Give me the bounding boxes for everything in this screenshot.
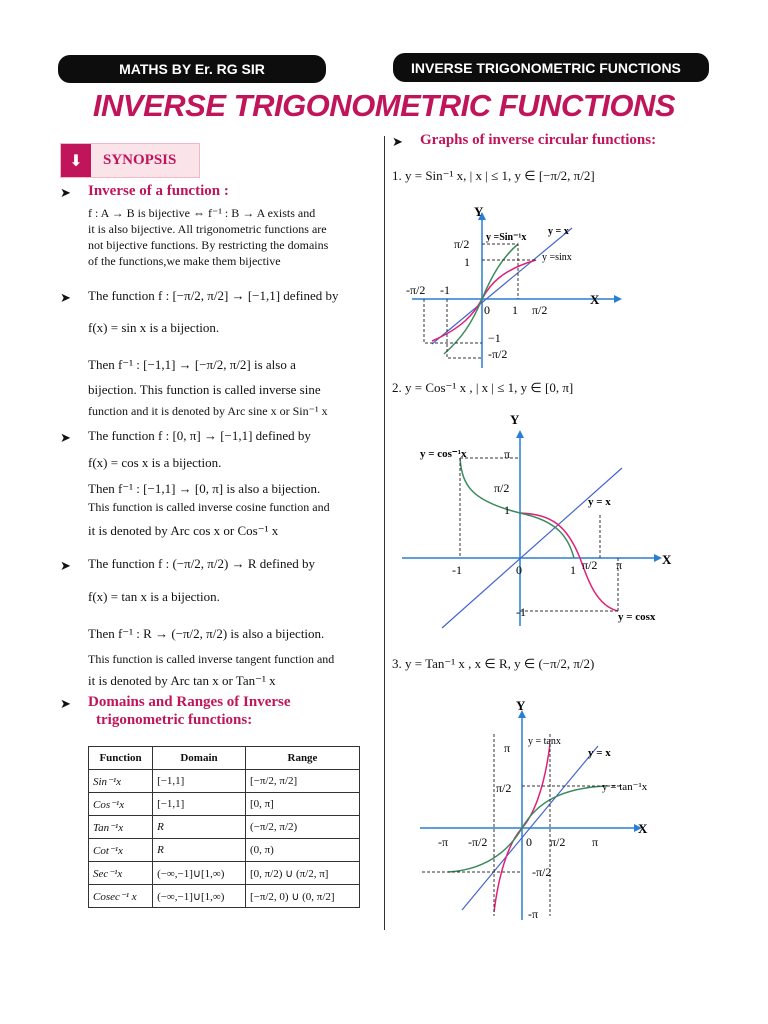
table-cell: Tan⁻¹x [89, 816, 153, 839]
table-cell: [0, π] [245, 793, 359, 816]
y-label: Y [474, 204, 484, 219]
bullet-arrow-icon: ➤ [60, 696, 71, 711]
y-label: Y [516, 698, 526, 713]
graph1-caption: 1. y = Sin⁻¹ x, | x | ≤ 1, y ∈ [−π/2, π/2] [392, 168, 595, 183]
table-row [89, 862, 360, 885]
page-title: INVERSE TRIGONOMETRIC FUNCTIONS [92, 88, 676, 123]
graph-cos-inverse [392, 406, 692, 630]
topic-badge: INVERSE TRIGONOMETRIC FUNCTIONS [393, 53, 709, 82]
synopsis-label: SYNOPSIS [103, 152, 177, 168]
table-cell: [−π/2, 0) ∪ (0, π/2] [245, 885, 359, 908]
tick-pi2-x: π/2 [582, 558, 598, 572]
graph-sin-inverse [392, 198, 632, 370]
inverse-line-3: not bijective functions. By restricting the domains [88, 238, 329, 252]
table-cell: [−π/2, π/2] [245, 770, 359, 793]
tick-pi2: π/2 [496, 781, 512, 795]
cos-line-3: Then f⁻¹ : [−1,1] → [0, π] is also a bijection. [88, 481, 321, 496]
tick-neg1-y: −1 [488, 331, 501, 345]
bullet-arrow-icon: ➤ [60, 185, 71, 200]
cos-line-4: This function is called inverse cosine function and [88, 500, 330, 514]
graph-tan-inverse [392, 694, 692, 924]
table-header: Domain [153, 747, 246, 770]
sin-line-1: The function f : [−π/2, π/2] → [−1,1] defined by [88, 288, 339, 303]
tan-line-4: This function is called inverse tangent function and [88, 652, 335, 666]
tick-1: 1 [504, 503, 510, 517]
x-axis-arrow-icon [654, 554, 662, 562]
tick-neg1-y: -1 [516, 605, 526, 619]
tick-neg-pi: -π [438, 835, 449, 849]
line-y-eq-x [442, 468, 622, 628]
sin-line-3: Then f⁻¹ : [−1,1] → [−π/2, π/2] is also a [88, 357, 296, 372]
label-asin: y =Sin⁻¹x [486, 232, 527, 243]
tick-pi2: π/2 [454, 237, 470, 251]
table-row [89, 793, 360, 816]
curve-acos [460, 458, 574, 558]
tick-zero: 0 [526, 835, 532, 849]
graph3-caption: 3. y = Tan⁻¹ x , x ∈ R, y ∈ (−π/2, π/2) [392, 656, 595, 671]
tick-neg-pi2: -π/2 [406, 283, 426, 297]
tick-zero: 0 [516, 563, 522, 577]
sin-line-2: f(x) = sin x is a bijection. [88, 320, 220, 335]
table-cell: Cot⁻¹x [89, 839, 153, 862]
tick-1-x: 1 [570, 563, 576, 577]
table-cell: [−1,1] [153, 770, 246, 793]
cos-line-2: f(x) = cos x is a bijection. [88, 455, 222, 470]
table-cell: [−1,1] [153, 793, 246, 816]
label-sinx: y =sinx [542, 252, 572, 263]
tick-neg-pi2-y: -π/2 [488, 347, 508, 361]
label-y-eq-x: y = x [548, 226, 569, 237]
x-label: X [638, 821, 648, 836]
cos-line-5: it is denoted by Arc cos x or Cos⁻¹ x [88, 523, 279, 538]
graph2-caption: 2. y = Cos⁻¹ x , | x | ≤ 1, y ∈ [0, π] [392, 380, 574, 395]
table-cell: (−π/2, π/2) [245, 816, 359, 839]
bullet-arrow-icon: ➤ [60, 290, 71, 305]
guide-lines [460, 458, 618, 611]
inverse-line-2: it is also bijective. All trigonometric functions are [88, 222, 327, 236]
table-cell: Cos⁻¹x [89, 793, 153, 816]
tick-pi: π [504, 741, 511, 755]
tick-1-x: 1 [512, 303, 518, 317]
label-y-eq-x: y = x [588, 496, 611, 508]
tick-neg-pi-y: -π [528, 907, 539, 921]
cos-line-1: The function f : [0, π] → [−1,1] defined by [88, 428, 311, 443]
tick-pi-x: π [592, 835, 599, 849]
tick-pi2-x: π/2 [532, 303, 548, 317]
synopsis-banner [60, 143, 200, 178]
label-tanx: y = tanx [528, 736, 561, 747]
curve-atan [448, 786, 606, 872]
label-y-eq-x: y = x [588, 747, 611, 759]
x-axis-arrow-icon [614, 295, 622, 303]
domains-heading-2: trigonometric functions: [96, 712, 253, 728]
table-cell: [0, π/2) ∪ (π/2, π] [245, 862, 359, 885]
label-cosx: y = cosx [618, 611, 656, 623]
tick-1: 1 [464, 255, 470, 269]
inverse-heading: Inverse of a function : [88, 183, 229, 199]
tick-pi2-x: π/2 [550, 835, 566, 849]
x-label: X [590, 292, 600, 307]
graphs-heading: Graphs of inverse circular functions: [420, 132, 657, 148]
table-cell: (−∞,−1]∪[1,∞) [153, 862, 246, 885]
table-cell: (0, π) [245, 839, 359, 862]
author-badge: MATHS BY Er. RG SIR [58, 55, 326, 83]
arrow-down-icon: ⬇ [61, 144, 91, 177]
table-cell: R [153, 816, 246, 839]
inverse-line-4: of the functions,we make them bijective [88, 254, 281, 268]
bullet-arrow-icon: ➤ [60, 558, 71, 573]
tan-line-5: it is denoted by Arc tan x or Tan⁻¹ x [88, 673, 276, 688]
tick-pi2: π/2 [494, 481, 510, 495]
table-header: Range [245, 747, 359, 770]
y-axis-arrow-icon [516, 430, 524, 438]
table-cell: (−∞,−1]∪[1,∞) [153, 885, 246, 908]
tick-neg-pi2-y: -π/2 [532, 865, 552, 879]
x-label: X [662, 552, 672, 567]
tick-pi-x: π [616, 558, 623, 572]
table-header-row [89, 747, 360, 770]
curve-cosx [520, 513, 618, 611]
label-atan: y = tan⁻¹x [602, 781, 648, 793]
table-row [89, 885, 360, 908]
column-divider [384, 136, 385, 930]
table-row [89, 816, 360, 839]
guide-lines [424, 244, 536, 358]
tan-line-3: Then f⁻¹ : R → (−π/2, π/2) is also a bijection. [88, 626, 325, 641]
line-y-eq-x [432, 228, 572, 344]
table-cell: Cosec⁻¹ x [89, 885, 153, 908]
inverse-line-1: f : A → B is bijective ⇔ f⁻¹ : B → A exists and [88, 206, 316, 220]
tick-neg-pi2: -π/2 [468, 835, 488, 849]
table-cell: Sec⁻¹x [89, 862, 153, 885]
label-acos: y = cos⁻¹x [420, 448, 467, 460]
sin-line-5: function and it is denoted by Arc sine x or Sin⁻¹ x [88, 404, 328, 418]
tick-neg1: -1 [440, 283, 450, 297]
table-row [89, 770, 360, 793]
bullet-arrow-icon: ➤ [60, 430, 71, 445]
table-cell: R [153, 839, 246, 862]
tick-neg1: -1 [452, 563, 462, 577]
tan-line-1: The function f : (−π/2, π/2) → R defined by [88, 556, 315, 571]
tick-zero: 0 [484, 303, 490, 317]
sin-line-4: bijection. This function is called inverse sine [88, 382, 321, 397]
bullet-arrow-icon: ➤ [392, 134, 403, 149]
table-row [89, 839, 360, 862]
table-header: Function [89, 747, 153, 770]
domains-heading-1: Domains and Ranges of Inverse [88, 694, 291, 710]
domain-range-table [88, 746, 360, 908]
tick-pi: π [504, 447, 511, 461]
table-cell: Sin⁻¹x [89, 770, 153, 793]
y-label: Y [510, 412, 520, 427]
tan-line-2: f(x) = tan x is a bijection. [88, 589, 220, 604]
